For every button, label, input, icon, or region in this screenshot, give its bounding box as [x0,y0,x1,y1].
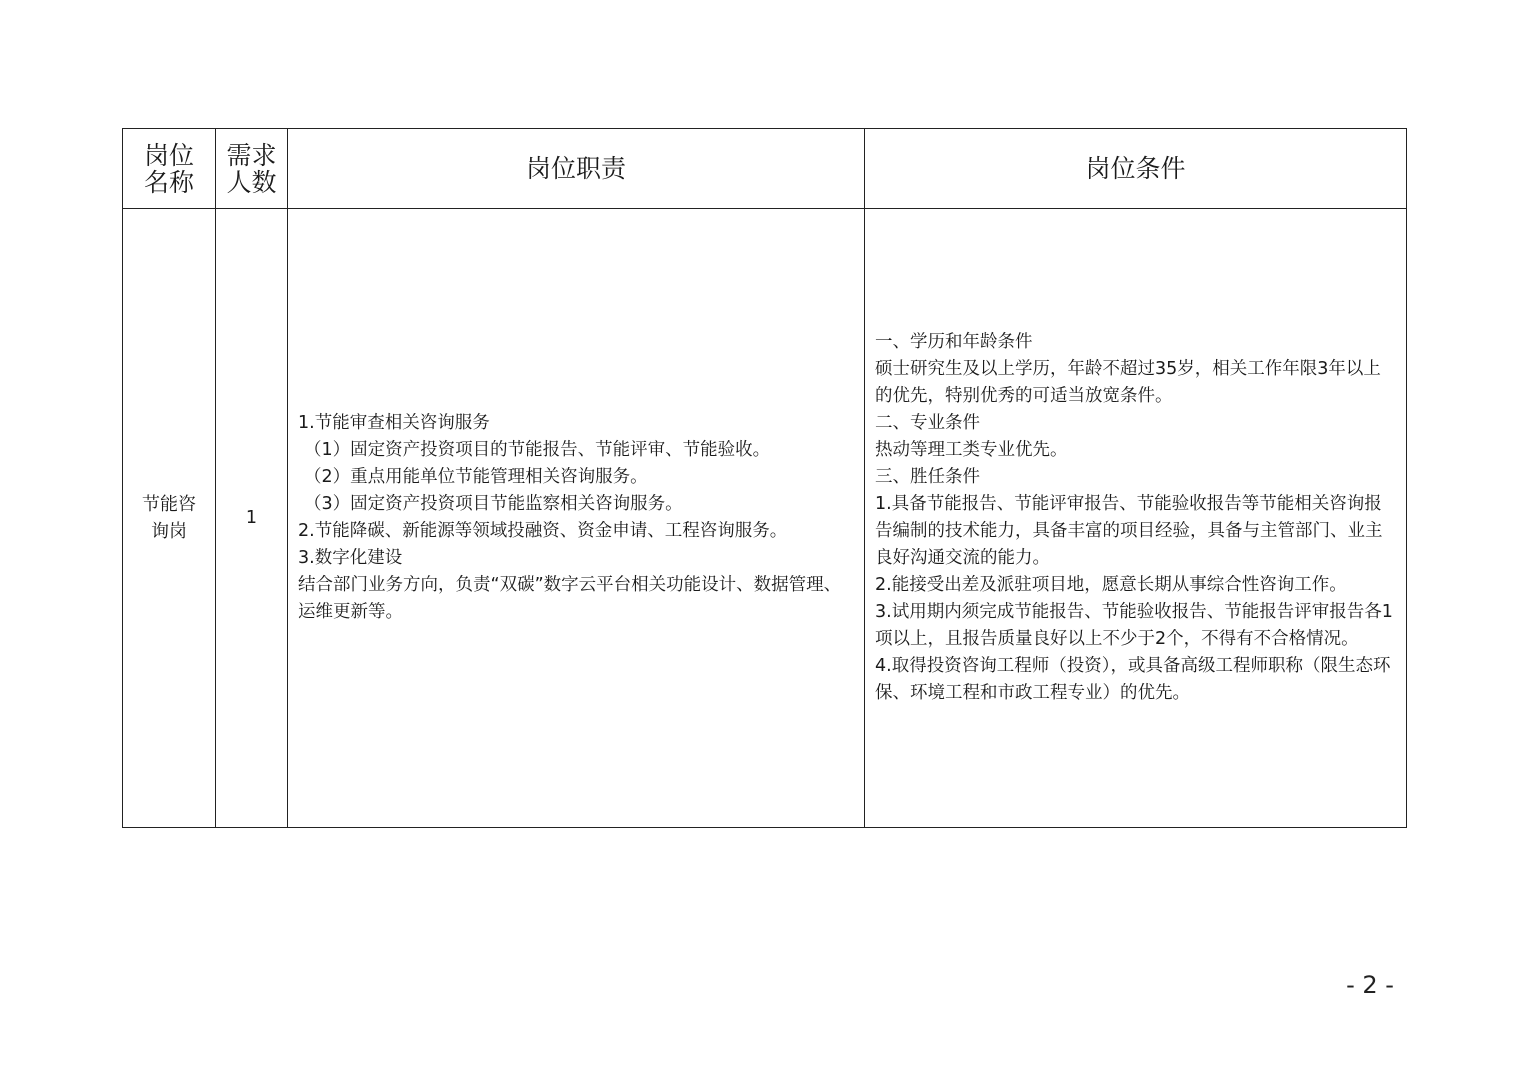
condition-line: 热动等理工类专业优先。 [875,440,1068,460]
header-conditions: 岗位条件 [865,129,1407,209]
table-row [123,209,1407,828]
duty-line: 2.节能降碳、新能源等领域投融资、资金申请、工程咨询服务。 [298,521,788,541]
duty-line: （2）重点用能单位节能管理相关咨询服务。 [304,467,648,487]
duty-line: 3.数字化建设 [298,548,403,568]
conditions-cell [865,209,1407,828]
duty-line: 1.节能审查相关咨询服务 [298,413,490,433]
headcount-cell: 1 [216,209,288,828]
duty-line: （1）固定资产投资项目的节能报告、节能评审、节能验收。 [304,440,771,460]
condition-line: 1.具备节能报告、节能评审报告、节能验收报告等节能相关咨询报告编制的技术能力，具备丰富的项目经验，具备与主管部门、业主良好沟通交流的能力。 [875,494,1383,568]
page-number: - 2 - [1346,971,1394,999]
job-requirements-table [122,128,1407,828]
condition-line: 2.能接受出差及派驻项目地，愿意长期从事综合性咨询工作。 [875,575,1347,595]
condition-line: 硕士研究生及以上学历，年龄不超过35岁，相关工作年限3年以上的优先，特别优秀的可适当放宽条件。 [875,359,1381,406]
condition-line: 一、学历和年龄条件 [875,332,1033,352]
duty-line: （3）固定资产投资项目节能监察相关咨询服务。 [304,494,683,514]
position-name-cell: 节能咨 询岗 [123,209,216,828]
table-header-row [123,129,1407,209]
header-headcount: 需求 人数 [216,129,288,209]
condition-line: 4.取得投资咨询工程师（投资），或具备高级工程师职称（限生态环保、环境工程和市政工程专业）的优先。 [875,656,1391,703]
header-duties: 岗位职责 [288,129,865,209]
condition-line: 3.试用期内须完成节能报告、节能验收报告、节能报告评审报告各1项以上，且报告质量良好以上不少于2个，不得有不合格情况。 [875,602,1393,649]
duties-cell [288,209,865,828]
condition-line: 二、专业条件 [875,413,980,433]
header-position-name: 岗位 名称 [123,129,216,209]
duty-line: 结合部门业务方向，负责“双碳”数字云平台相关功能设计、数据管理、运维更新等。 [298,575,842,622]
condition-line: 三、胜任条件 [875,467,980,487]
